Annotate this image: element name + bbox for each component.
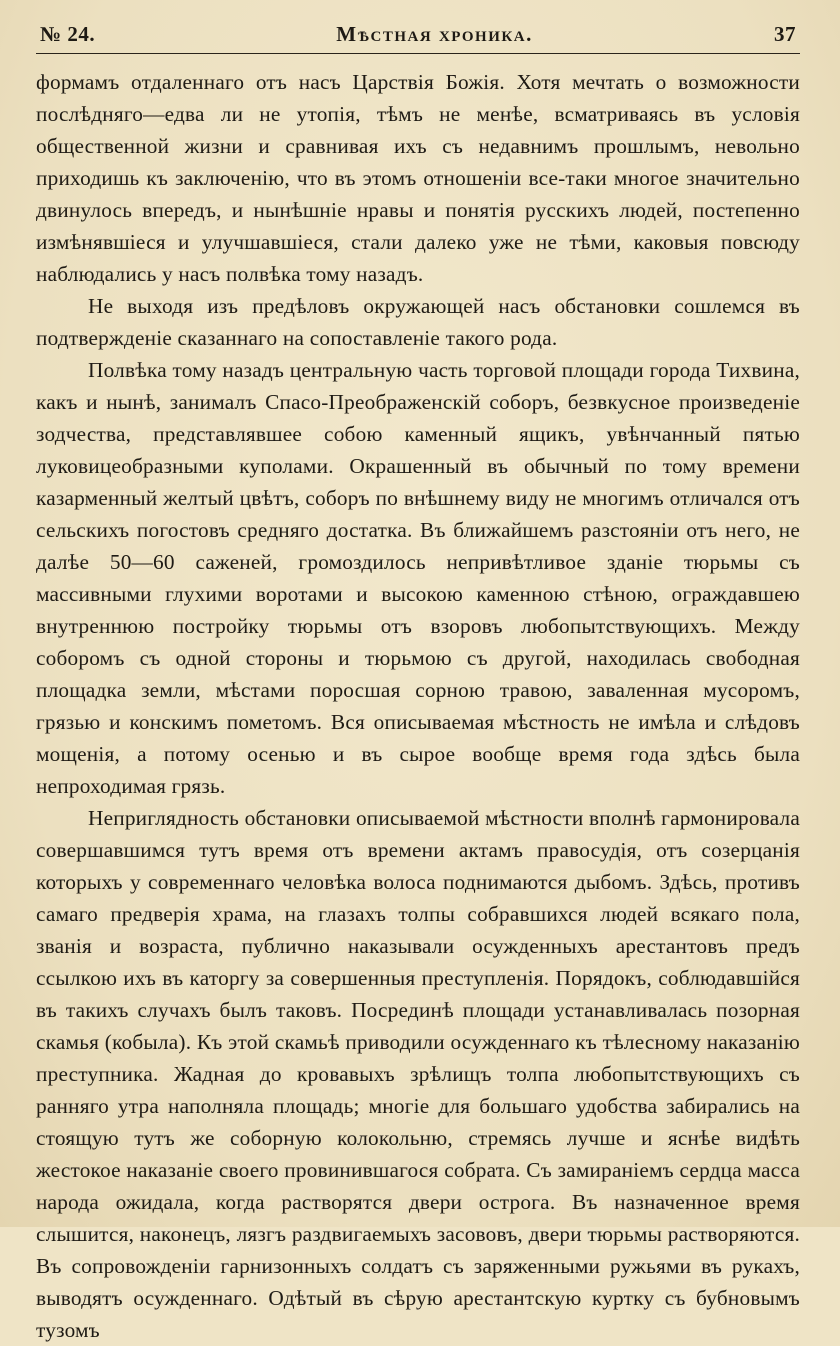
paragraph: Неприглядность обстановки описываемой мѣстности вполнѣ гармонировала совершавшимся тутъ время отъ времени актамъ правосудія, отъ созерцанія которыхъ у современнаго человѣка волоса поднимаются дыбомъ. Здѣсь, противъ самаго предверія храма, на глазахъ толпы собравшихся людей всякаго пола, званія и возраста, публично наказывали осужденныхъ арестантовъ предъ ссылкою ихъ въ каторгу за совершенныя преступленія. Порядокъ, соблюдавшійся въ такихъ случахъ былъ таковъ. Посрединѣ площади устанавливалась позорная скамья (кобыла). Къ этой скамьѣ приводили осужденнаго къ тѣлесному наказанію преступника. Жадная до кровавыхъ зрѣлищъ толпа любопытствующихъ съ ранняго утра наполняла площадь; многіе для большаго удобства забирались на стоящую тутъ же соборную колокольню, стремясь лучше и яснѣе видѣть жестокое наказаніе своего провинившагося собрата. Съ замираніемъ сердца масса народа ожидала, когда растворятся двери острога. Въ назначенное время слышится, наконецъ, лязгъ раздвигаемыхъ засововъ, двери тюрьмы растворяются. Въ сопровожденіи гарнизонныхъ солдатъ съ заряженными ружьями въ рукахъ, выводятъ осужденнаго. Одѣтый въ сѣрую арестантскую куртку съ бубновымъ тузомъ (36, 806, 800, 1342)
paragraph: Полвѣка тому назадъ центральную часть торговой площади города Тихвина, какъ и нынѣ, занималъ Спасо-Преображенскій соборъ, безвкусное произведеніе зодчества, представлявшее собою каменный ящикъ, увѣнчанный пятью луковицеобразными куполами. Окрашенный въ обычный по тому времени казарменный желтый цвѣтъ, соборъ по внѣшнему виду не многимъ отличался отъ сельскихъ погостовъ средняго достатка. Въ ближайшемъ разстояніи отъ него, не далѣе 50—60 саженей, громоздилось непривѣтливое зданіе тюрьмы съ массивными глухими воротами и высокою каменною стѣною, ограждавшею внутреннюю постройку тюрьмы отъ взоровъ любопытствующихъ. Между соборомъ съ одной стороны и тюрьмою съ другой, находилась свободная площадка земли, мѣстами поросшая сорною травою, заваленная мусоромъ, грязью и конскимъ пометомъ. Вся описываемая мѣстность не имѣла и слѣдовъ мощенія, а потому осенью и въ сырое вообще время года здѣсь была непроходимая грязь. (36, 358, 800, 798)
paragraph: формамъ отдаленнаго отъ насъ Царствія Божія. Хотя мечтать о возможности послѣдняго—едва ли не утопія, тѣмъ не менѣе, всматриваясь въ условія общественной жизни и сравнивая ихъ съ недавнимъ прошлымъ, невольно приходишь къ заключенію, что въ этомъ отношеніи все-таки многое значительно двинулось впередъ, и нынѣшніе нравы и понятія русскихъ людей, постепенно измѣнявшіеся и улучшавшіеся, стали далеко уже не тѣми, каковыя повсюду наблюдались у насъ полвѣка тому назадъ. (36, 70, 800, 286)
page-header (36, 22, 800, 54)
issue-number: № 24. (40, 22, 96, 46)
article-body (36, 66, 800, 1346)
paragraph: Не выходя изъ предѣловъ окружающей насъ обстановки сошлемся въ подтвержденіе сказаннаго на сопоставленіе такого рода. (36, 294, 800, 350)
page-number: 37 (774, 22, 796, 46)
section-title: Мѣстная хроника. (336, 22, 533, 46)
